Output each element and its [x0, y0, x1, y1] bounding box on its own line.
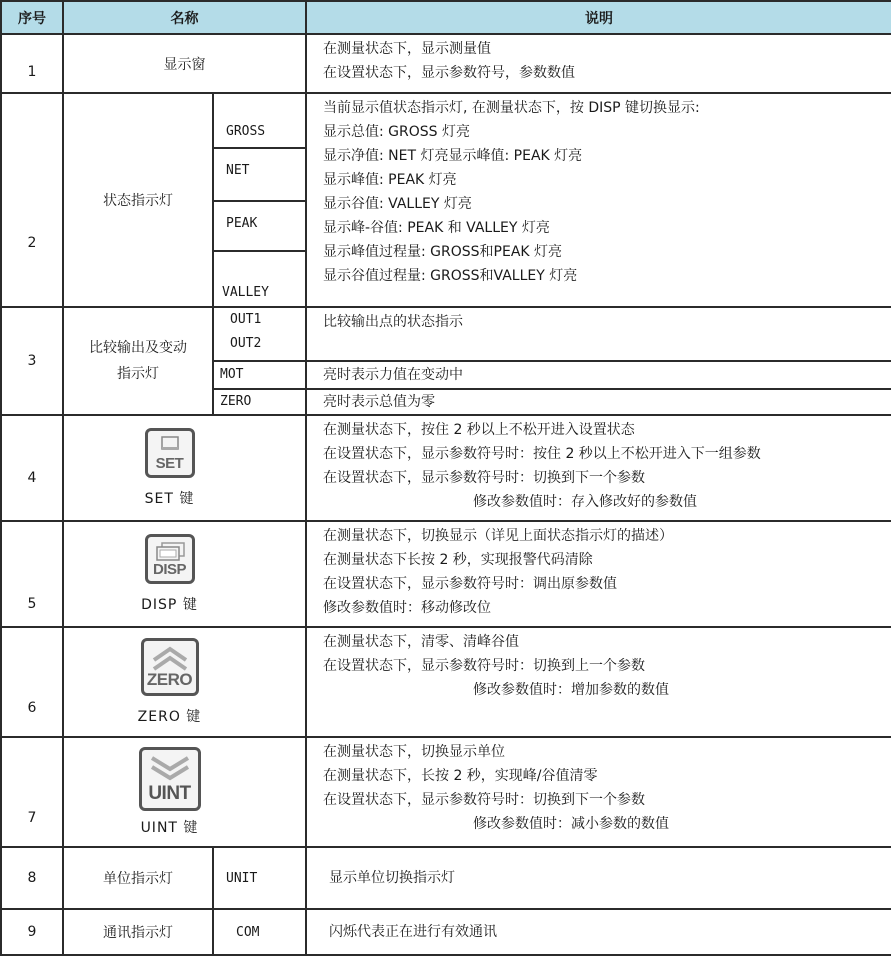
row-description [306, 521, 891, 627]
desc-line: 显示峰值过程量: GROSS和PEAK 灯亮 [323, 244, 563, 260]
indicator-unit: UNIT [213, 847, 306, 909]
key-name: UINT 键 [140, 820, 199, 836]
row-index: 1 [1, 34, 63, 93]
row-name [63, 737, 306, 847]
row-description [306, 34, 891, 93]
indicator-com: COM [213, 909, 306, 955]
key-name: SET 键 [144, 491, 195, 507]
desc-line: 在测量状态下长按 2 秒，实现报警代码清除 [323, 552, 593, 568]
indicator-zero: ZERO [213, 389, 306, 415]
indicator-out [213, 307, 306, 361]
table-row [1, 93, 891, 148]
header-name: 名称 [63, 1, 306, 34]
desc-line: 在设置状态下，显示参数符号时：切换到上一个参数 [323, 658, 645, 674]
row-description [306, 389, 891, 415]
table-row [1, 415, 891, 521]
name-line: 指示灯 [117, 366, 159, 382]
indicator-mot: MOT [213, 361, 306, 389]
desc-line: 在设置状态下，显示参数符号时：按住 2 秒以上不松开进入下一组参数 [323, 446, 761, 462]
row-description [306, 847, 891, 909]
desc-line: 在测量状态下，按住 2 秒以上不松开进入设置状态 [323, 422, 635, 438]
set-key-icon: SET [145, 428, 195, 478]
desc-line: 在测量状态下，长按 2 秒，实现峰/谷值清零 [323, 768, 598, 784]
table-row [1, 307, 891, 361]
indicator-peak: PEAK [213, 201, 306, 251]
key-name: ZERO 键 [137, 709, 202, 725]
desc-line: 在设置状态下，显示参数符号时：切换到下一个参数 [323, 792, 645, 808]
indicator-net: NET [213, 148, 306, 201]
desc-line: 在设置状态下，显示参数符号，参数数值 [323, 65, 575, 81]
desc-line: 亮时表示力值在变动中 [323, 367, 463, 383]
desc-line: 显示谷值: VALLEY 灯亮 [323, 196, 472, 212]
desc-line: 显示峰值: PEAK 灯亮 [323, 172, 457, 188]
desc-line: 比较输出点的状态指示 [323, 314, 463, 330]
row-description [306, 361, 891, 389]
row-index: 4 [1, 415, 63, 521]
row-index: 6 [1, 627, 63, 737]
desc-line: 修改参数值时：减小参数的数值 [473, 816, 669, 832]
header-row [1, 1, 891, 34]
zero-up-key-icon: ZERO [141, 638, 199, 696]
table-row [1, 521, 891, 627]
desc-line: 修改参数值时：存入修改好的参数值 [473, 494, 697, 510]
indicator-valley: VALLEY [213, 251, 306, 307]
desc-line: 当前显示值状态指示灯, 在测量状态下，按 DISP 键切换显示: [323, 100, 700, 116]
row-name [63, 415, 306, 521]
row-description [306, 737, 891, 847]
table-row [1, 909, 891, 955]
row-name: 状态指示灯 [63, 93, 213, 307]
row-index: 7 [1, 737, 63, 847]
desc-line: 显示单位切换指示灯 [329, 870, 455, 886]
desc-line: 显示谷值过程量: GROSS和VALLEY 灯亮 [323, 268, 578, 284]
desc-line: 显示净值: NET 灯亮显示峰值: PEAK 灯亮 [323, 148, 583, 164]
desc-line: 修改参数值时：增加参数的数值 [473, 682, 669, 698]
row-name [63, 521, 306, 627]
desc-line: 闪烁代表正在进行有效通讯 [329, 924, 497, 940]
row-description [306, 307, 891, 361]
row-name [63, 627, 306, 737]
row-index: 3 [1, 307, 63, 415]
row-name: 通讯指示灯 [63, 909, 213, 955]
desc-line: 显示峰-谷值: PEAK 和 VALLEY 灯亮 [323, 220, 550, 236]
row-index: 9 [1, 909, 63, 955]
desc-line: 在设置状态下，显示参数符号时：调出原参数值 [323, 576, 617, 592]
row-name [63, 307, 213, 415]
desc-line: 显示总值: GROSS 灯亮 [323, 124, 470, 140]
indicator-gross: GROSS [213, 93, 306, 148]
desc-line: 在设置状态下，显示参数符号时：切换到下一个参数 [323, 470, 645, 486]
table-row [1, 847, 891, 909]
desc-line: 修改参数值时：移动修改位 [323, 600, 491, 616]
row-description [306, 415, 891, 521]
desc-line: 在测量状态下，显示测量值 [323, 41, 491, 57]
row-index: 5 [1, 521, 63, 627]
row-index: 8 [1, 847, 63, 909]
unit-down-key-icon: UINT [139, 747, 201, 811]
desc-line: 在测量状态下，清零、清峰谷值 [323, 634, 519, 650]
table-row [1, 737, 891, 847]
key-name: DISP 键 [141, 597, 198, 613]
row-description [306, 627, 891, 737]
row-name: 显示窗 [63, 34, 306, 93]
header-description: 说明 [306, 1, 891, 34]
row-index: 2 [1, 93, 63, 307]
indicator-out1: OUT1 [230, 312, 262, 327]
name-line: 比较输出及变动 [89, 340, 187, 356]
desc-line: 亮时表示总值为零 [323, 394, 435, 410]
table-row [1, 34, 891, 93]
disp-key-icon: DISP [145, 534, 195, 584]
row-name: 单位指示灯 [63, 847, 213, 909]
indicator-out2: OUT2 [230, 336, 262, 351]
desc-line: 在测量状态下，切换显示（详见上面状态指示灯的描述） [323, 528, 673, 544]
row-description [306, 909, 891, 955]
desc-line: 在测量状态下，切换显示单位 [323, 744, 505, 760]
header-index: 序号 [1, 1, 63, 34]
table-row [1, 627, 891, 737]
row-description [306, 93, 891, 307]
